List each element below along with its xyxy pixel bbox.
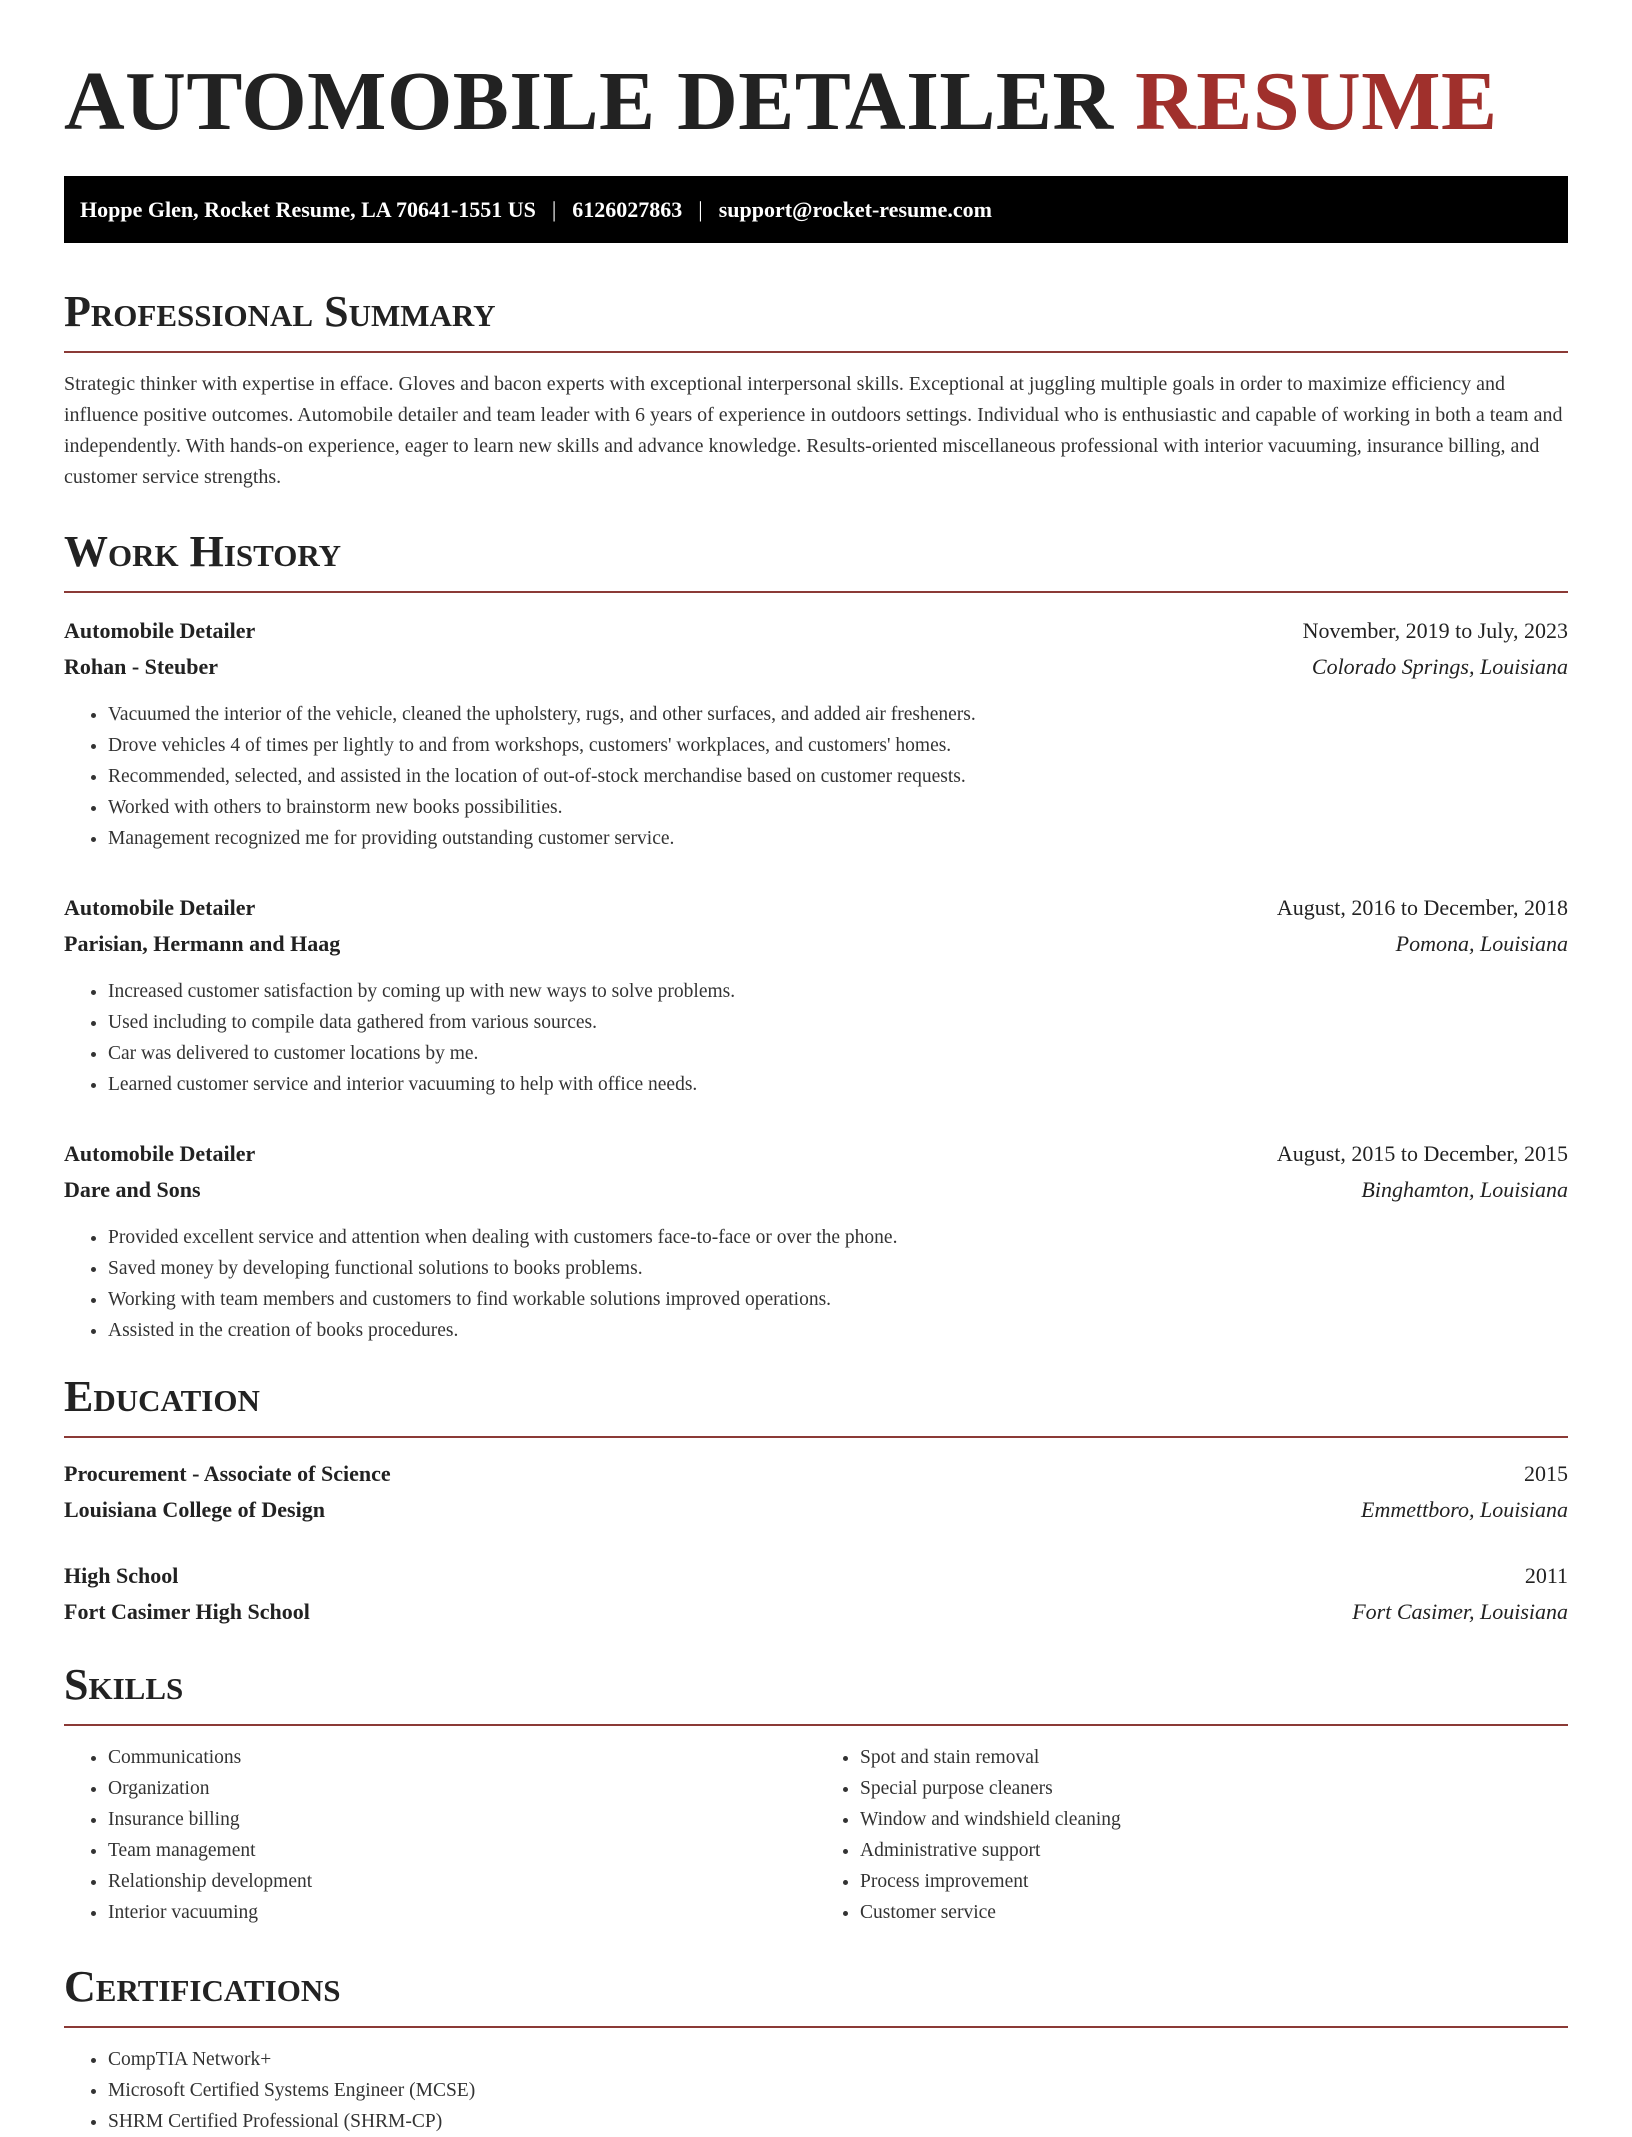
certifications-list xyxy=(64,2044,1568,2137)
job-company-row xyxy=(64,1172,1568,1208)
job-location: Colorado Springs, Louisiana xyxy=(1311,654,1568,679)
summary-heading: Professional Summary xyxy=(64,287,1568,353)
skill-item: • Spot and stain removal xyxy=(860,1742,1568,1773)
list-item: • Increased customer satisfaction by coming up with new ways to solve problems. xyxy=(108,976,1568,1007)
job-entry xyxy=(64,1136,1568,1346)
contact-address: Hoppe Glen, Rocket Resume, LA 70641-1551 US xyxy=(80,197,536,222)
job-title: Automobile Detailer xyxy=(64,618,256,643)
job-company: Parisian, Hermann and Haag xyxy=(64,931,341,956)
skill-item: • Insurance billing xyxy=(108,1804,816,1835)
skill-item: • Special purpose cleaners xyxy=(860,1773,1568,1804)
contact-email[interactable]: support@rocket-resume.com xyxy=(718,197,992,222)
list-item: • Working with team members and customers to find workable solutions improved operations. xyxy=(108,1284,1568,1315)
job-title-row xyxy=(64,613,1568,649)
list-item: • Assisted in the creation of books procedures. xyxy=(108,1315,1568,1346)
education-year: 2015 xyxy=(1524,1461,1568,1486)
skills-list-right xyxy=(816,1742,1568,1928)
education-entry xyxy=(64,1456,1568,1528)
education-location: Emmettboro, Louisiana xyxy=(1361,1497,1568,1522)
skill-item: • Process improvement xyxy=(860,1866,1568,1897)
contact-separator: | xyxy=(698,197,703,222)
education-degree-row xyxy=(64,1558,1568,1594)
contact-separator: | xyxy=(551,197,557,222)
education-heading: Education xyxy=(64,1372,1568,1438)
job-title-row xyxy=(64,890,1568,926)
education-location: Fort Casimer, Louisiana xyxy=(1352,1599,1568,1624)
certifications-heading: Certifications xyxy=(64,1962,1568,2028)
contact-bar xyxy=(64,176,1568,243)
list-item: • Vacuumed the interior of the vehicle, cleaned the upholstery, rugs, and other surfaces, and added air fresheners. xyxy=(108,699,1568,730)
job-entry xyxy=(64,890,1568,1100)
work-history-section xyxy=(64,527,1568,1346)
summary-section xyxy=(64,287,1568,493)
education-entry xyxy=(64,1558,1568,1630)
education-school: Fort Casimer High School xyxy=(64,1599,310,1624)
contact-phone[interactable]: 6126027863 xyxy=(572,197,683,222)
education-degree: Procurement - Associate of Science xyxy=(64,1461,391,1486)
job-company-row xyxy=(64,649,1568,685)
resume-title xyxy=(64,52,1568,152)
job-location: Pomona, Louisiana xyxy=(1395,931,1568,956)
title-main: AUTOMOBILE DETAILER xyxy=(64,55,1114,148)
job-location: Binghamton, Louisiana xyxy=(1361,1177,1568,1202)
skills-grid xyxy=(64,1742,1568,1928)
list-item: • Provided excellent service and attention when dealing with customers face-to-face or over the phone. xyxy=(108,1222,1568,1253)
job-company: Rohan - Steuber xyxy=(64,654,219,679)
job-company-row xyxy=(64,926,1568,962)
list-item: • Saved money by developing functional solutions to books problems. xyxy=(108,1253,1568,1284)
skills-list-left xyxy=(64,1742,816,1928)
list-item: • Recommended, selected, and assisted in the location of out-of-stock merchandise based on customer requests. xyxy=(108,761,1568,792)
certification-item: • SHRM Certified Professional (SHRM-CP) xyxy=(108,2106,1568,2137)
list-item: • Car was delivered to customer locations by me. xyxy=(108,1038,1568,1069)
skills-section xyxy=(64,1660,1568,1928)
skill-item: • Window and windshield cleaning xyxy=(860,1804,1568,1835)
certification-item: • Microsoft Certified Systems Engineer (MCSE) xyxy=(108,2075,1568,2106)
job-company: Dare and Sons xyxy=(64,1177,201,1202)
skills-heading: Skills xyxy=(64,1660,1568,1726)
job-dates: August, 2015 to December, 2015 xyxy=(1276,1141,1568,1166)
work-history-heading: Work History xyxy=(64,527,1568,593)
education-degree-row xyxy=(64,1456,1568,1492)
job-bullets xyxy=(64,699,1568,854)
list-item: • Learned customer service and interior vacuuming to help with office needs. xyxy=(108,1069,1568,1100)
education-degree: High School xyxy=(64,1563,179,1588)
list-item: • Used including to compile data gathered from various sources. xyxy=(108,1007,1568,1038)
list-item: • Drove vehicles 4 of times per lightly to and from workshops, customers' workplaces, and customers' homes. xyxy=(108,730,1568,761)
education-school: Louisiana College of Design xyxy=(64,1497,325,1522)
education-year: 2011 xyxy=(1524,1563,1568,1588)
job-title: Automobile Detailer xyxy=(64,1141,256,1166)
skill-item: • Customer service xyxy=(860,1897,1568,1928)
skill-item: • Relationship development xyxy=(108,1866,816,1897)
skill-item: • Communications xyxy=(108,1742,816,1773)
education-section xyxy=(64,1372,1568,1630)
job-title: Automobile Detailer xyxy=(64,895,256,920)
skill-item: • Organization xyxy=(108,1773,816,1804)
education-school-row xyxy=(64,1492,1568,1528)
skill-item: • Administrative support xyxy=(860,1835,1568,1866)
job-entry xyxy=(64,613,1568,854)
list-item: • Management recognized me for providing outstanding customer service. xyxy=(108,823,1568,854)
skill-item: • Team management xyxy=(108,1835,816,1866)
job-bullets xyxy=(64,1222,1568,1346)
job-title-row xyxy=(64,1136,1568,1172)
job-dates: November, 2019 to July, 2023 xyxy=(1302,618,1568,643)
job-bullets xyxy=(64,976,1568,1100)
certification-item: • CompTIA Network+ xyxy=(108,2044,1568,2075)
title-accent: RESUME xyxy=(1135,55,1498,148)
certifications-section xyxy=(64,1962,1568,2137)
job-dates: August, 2016 to December, 2018 xyxy=(1276,895,1568,920)
education-school-row xyxy=(64,1594,1568,1630)
summary-text: Strategic thinker with expertise in efface. Gloves and bacon experts with exceptional interpersonal skills. Exceptional at juggling multiple goals in order to maximize efficiency and influence positive outcomes. Automobile detailer and team leader with 6 years of experience in outdoors settings. Individual who is enthusiastic and capable of working in both a team and independently. With hands-on experience, eager to learn new skills and advance knowledge. Results-oriented miscellaneous professional with interior vacuuming, insurance billing, and customer service strengths. xyxy=(64,373,1563,488)
list-item: • Worked with others to brainstorm new books possibilities. xyxy=(108,792,1568,823)
skill-item: • Interior vacuuming xyxy=(108,1897,816,1928)
